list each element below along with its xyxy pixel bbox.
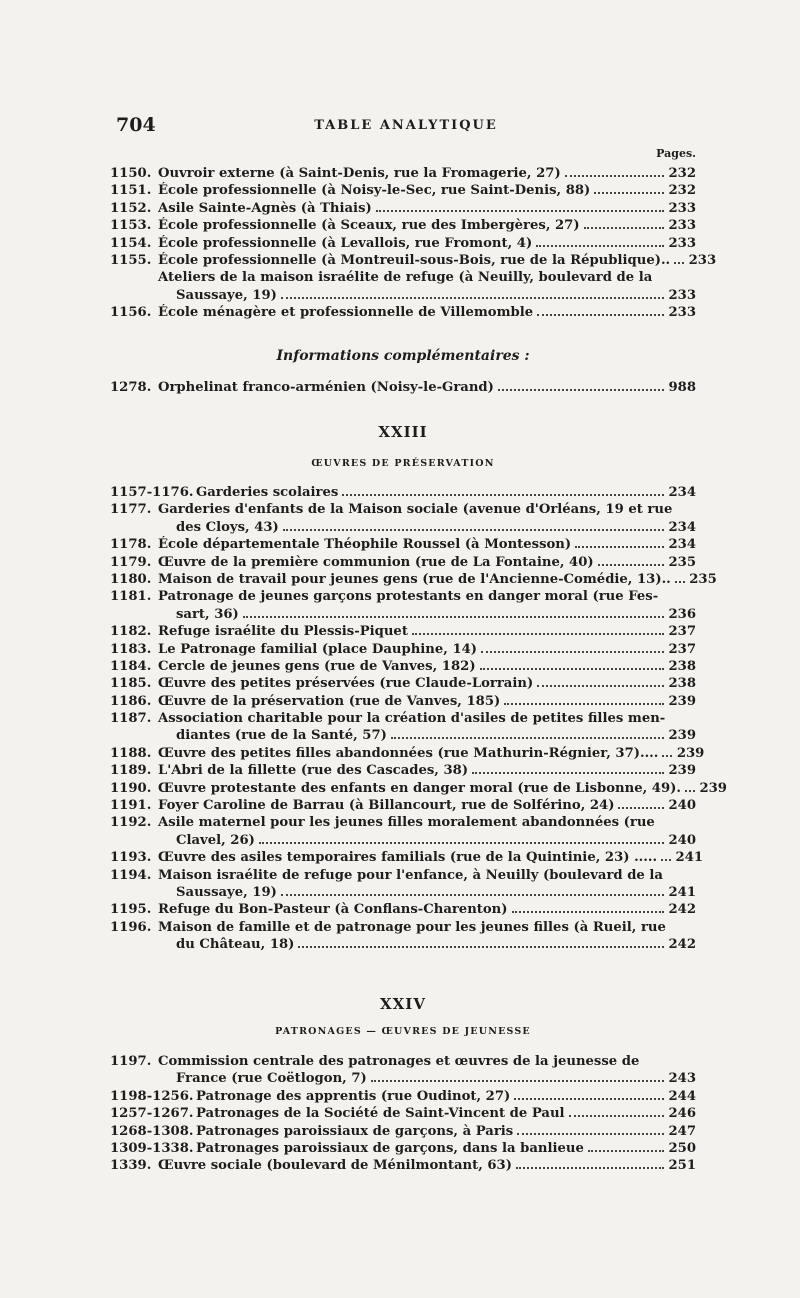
index-entry-continuation <box>110 727 696 744</box>
index-entry <box>110 1088 696 1105</box>
dot-leader <box>517 1132 664 1135</box>
dot-leader <box>584 226 664 229</box>
index-entry-continuation <box>110 936 696 953</box>
index-entry-continuation <box>110 832 696 849</box>
entry-number: 1181. <box>110 589 152 605</box>
entry-page: 232 <box>668 183 696 199</box>
dot-leader <box>594 191 664 194</box>
entry-title: Ouvroir externe (à Saint-Denis, rue la Fromagerie, 27) <box>158 166 561 181</box>
entry-number: 1179. <box>110 554 152 570</box>
entry-number: 1193. <box>110 850 152 866</box>
dot-leader <box>498 388 664 391</box>
entry-number: 1186. <box>110 693 152 709</box>
entry-number: 1153. <box>110 218 152 234</box>
entry-title: Asile Sainte-Agnès (à Thiais) <box>158 200 372 216</box>
entry-page: 239 <box>668 728 696 744</box>
dot-leader <box>283 528 664 531</box>
index-entry <box>110 1053 696 1070</box>
dot-leader <box>662 754 672 757</box>
entry-title-continuation: Saussaye, 19) <box>176 884 277 900</box>
entry-title: École départementale Théophile Roussel (à Montesson) <box>158 537 572 553</box>
entry-page: 233 <box>668 200 696 216</box>
entry-page: 241 <box>675 850 704 866</box>
entry-title: Patronages paroissiaux de garçons, à Paris <box>196 1123 514 1139</box>
index-entry <box>110 182 696 199</box>
entry-title-continuation: Saussaye, 19) <box>176 287 277 303</box>
entry-title: L'Abri de la fillette (rue des Cascades, 38) <box>158 763 469 779</box>
entry-page: 235 <box>668 554 696 570</box>
index-entry <box>110 919 696 936</box>
index-entry <box>110 269 696 286</box>
entry-page: 251 <box>668 1158 696 1174</box>
index-entry <box>110 217 696 234</box>
index-entry <box>110 745 705 762</box>
entry-title: Œuvre sociale (boulevard de Ménilmontant, 63) <box>158 1158 512 1174</box>
entry-page: 233 <box>668 235 696 251</box>
entry-title: Œuvre des asiles temporaires familials (rue de la Quintinie, 23) ..... <box>158 850 658 866</box>
entry-number: 1150. <box>110 166 152 181</box>
entry-title: Refuge du Bon-Pasteur (à Conflans-Charenton) <box>158 902 508 918</box>
dot-leader <box>588 1149 664 1152</box>
entry-number: 1154. <box>110 235 152 251</box>
dot-leader <box>298 945 664 948</box>
dot-leader <box>536 244 664 247</box>
index-entry <box>110 252 717 269</box>
entry-title: Œuvre protestante des enfants en danger moral (rue de Lisbonne, 49). <box>158 780 681 796</box>
index-entry <box>110 165 696 182</box>
index-entry <box>110 814 696 831</box>
entry-number: 1155. <box>110 252 152 268</box>
dot-leader <box>537 313 664 316</box>
entry-page: 239 <box>668 763 696 779</box>
index-entry <box>110 1105 696 1122</box>
entry-number: 1196. <box>110 919 152 935</box>
index-entry <box>110 762 696 779</box>
entry-page: 234 <box>668 537 696 553</box>
entry-title: Maison israélite de refuge pour l'enfance, à Neuilly (boulevard de la <box>158 867 663 883</box>
dot-leader <box>281 893 664 896</box>
entry-title: Patronages paroissiaux de garçons, dans la banlieue <box>196 1140 584 1156</box>
index-entry <box>110 1140 696 1157</box>
running-head: TABLE ANALYTIQUE <box>314 118 498 133</box>
dot-leader <box>618 806 664 809</box>
entry-number: 1187. <box>110 711 152 727</box>
entry-number: 1184. <box>110 658 152 674</box>
index-entry <box>110 379 696 396</box>
entry-number: 1190. <box>110 780 152 796</box>
entry-number: 1197. <box>110 1054 152 1069</box>
dot-leader <box>675 580 685 583</box>
dot-leader <box>243 615 664 618</box>
entry-title: Foyer Caroline de Barrau (à Billancourt, rue de Solférino, 24) <box>158 798 615 814</box>
dot-leader <box>565 174 664 177</box>
entry-title-continuation: sart, 36) <box>176 606 239 622</box>
entry-number: 1257-1267. <box>110 1106 194 1122</box>
entry-number: 1195. <box>110 902 152 918</box>
entry-page: 233 <box>668 287 696 303</box>
informations-entries <box>110 379 696 396</box>
index-entry <box>110 1123 696 1140</box>
index-entry-continuation <box>110 1070 696 1087</box>
section-23-entries <box>110 484 727 954</box>
entry-page: 233 <box>688 252 717 268</box>
entry-page: 243 <box>668 1071 696 1087</box>
index-entry-continuation <box>110 884 696 901</box>
section-23-title: ŒUVRES DE PRÉSERVATION <box>311 458 495 469</box>
entry-page: 235 <box>689 571 717 587</box>
entry-page: 234 <box>668 519 696 535</box>
entry-title: Œuvre de la première communion (rue de La Fontaine, 40) <box>158 554 594 570</box>
entry-page: 236 <box>668 606 696 622</box>
index-entry <box>110 797 696 814</box>
entry-page: 242 <box>668 937 696 953</box>
entry-title: Patronage de jeunes garçons protestants en danger moral (rue Fes- <box>158 589 659 605</box>
entry-number: 1177. <box>110 502 152 518</box>
entry-title: Association charitable pour la création d'asiles de petites filles men- <box>158 711 666 727</box>
index-entry <box>110 304 696 321</box>
index-entry <box>110 588 696 605</box>
dot-leader <box>512 910 664 913</box>
entry-title: Commission centrale des patronages et œuvres de la jeunesse de <box>158 1054 640 1069</box>
dot-leader <box>516 1166 664 1169</box>
entry-number: 1183. <box>110 641 152 657</box>
index-entry <box>110 235 696 252</box>
dot-leader <box>281 296 664 299</box>
entry-title-continuation: des Cloys, 43) <box>176 519 279 535</box>
dot-leader <box>661 858 671 861</box>
entry-title: Ateliers de la maison israélite de refuge (à Neuilly, boulevard de la <box>158 270 653 286</box>
entry-number: 1151. <box>110 183 152 199</box>
dot-leader <box>569 1114 664 1117</box>
entry-number: 1191. <box>110 798 152 814</box>
dot-leader <box>575 545 664 548</box>
entry-title: École professionnelle (à Montreuil-sous-Bois, rue de la République).. <box>158 252 671 268</box>
index-entry <box>110 1157 696 1174</box>
entry-page: 988 <box>668 380 696 395</box>
entry-number: 1278. <box>110 380 152 395</box>
entry-page: 232 <box>668 166 696 181</box>
entry-title: École professionnelle (à Levallois, rue Fromont, 4) <box>158 235 533 251</box>
index-entry <box>110 501 696 518</box>
entry-number: 1157-1176. <box>110 485 194 500</box>
entry-title-continuation: du Château, 18) <box>176 937 295 953</box>
entry-number: 1185. <box>110 676 152 692</box>
dot-leader <box>481 650 664 653</box>
entry-title: Le Patronage familial (place Dauphine, 14) <box>158 641 478 657</box>
entry-title: Œuvre des petites filles abandonnées (rue Mathurin-Régnier, 37).... <box>158 745 659 761</box>
entry-title: Maison de travail pour jeunes gens (rue de l'Ancienne-Comédie, 13).. <box>158 571 671 587</box>
entry-title: Patronages de la Société de Saint-Vincent de Paul <box>196 1106 565 1122</box>
entry-page: 234 <box>668 485 696 500</box>
dot-leader <box>391 736 664 739</box>
entry-title: École ménagère et professionnelle de Villemomble <box>158 305 534 321</box>
entry-title-continuation: Clavel, 26) <box>176 832 255 848</box>
entry-number: 1339. <box>110 1158 152 1174</box>
entry-page: 238 <box>668 658 696 674</box>
entry-number: 1268-1308. <box>110 1123 194 1139</box>
entry-title: Œuvre de la préservation (rue de Vanves, 185) <box>158 693 501 709</box>
dot-leader <box>537 684 664 687</box>
entry-page: 240 <box>668 832 696 848</box>
dot-leader <box>480 667 664 670</box>
entry-page: 240 <box>668 798 696 814</box>
dot-leader <box>376 209 664 212</box>
entry-title: École professionnelle (à Noisy-le-Sec, rue Saint-Denis, 88) <box>158 183 591 199</box>
index-entry <box>110 554 696 571</box>
entry-number: 1156. <box>110 305 152 321</box>
index-entry <box>110 658 696 675</box>
entry-title-continuation: France (rue Coëtlogon, 7) <box>176 1071 367 1087</box>
entry-page: 244 <box>668 1088 696 1104</box>
pages-column-label: Pages. <box>656 147 696 160</box>
dot-leader <box>514 1097 664 1100</box>
entry-number: 1194. <box>110 867 152 883</box>
entry-title: Maison de famille et de patronage pour les jeunes filles (à Rueil, rue <box>158 919 666 935</box>
index-entry <box>110 675 696 692</box>
entry-title: Cercle de jeunes gens (rue de Vanves, 182) <box>158 658 476 674</box>
entry-page: 233 <box>668 305 696 321</box>
entry-title: Refuge israélite du Plessis-Piquet <box>158 624 408 640</box>
dot-leader <box>504 702 664 705</box>
entry-number: 1189. <box>110 763 152 779</box>
index-entry <box>110 901 696 918</box>
entry-number: 1188. <box>110 745 152 761</box>
entry-number: 1182. <box>110 624 152 640</box>
index-entry <box>110 571 717 588</box>
entry-title: Œuvre des petites préservées (rue Claude-Lorrain) <box>158 676 534 692</box>
entry-title: Patronage des apprentis (rue Oudinot, 27) <box>196 1088 511 1104</box>
section-24-entries <box>110 1053 696 1175</box>
entry-page: 242 <box>668 902 696 918</box>
entry-page: 238 <box>668 676 696 692</box>
page-number: 704 <box>116 114 156 136</box>
entry-page: 237 <box>668 641 696 657</box>
index-entry <box>110 693 696 710</box>
dot-leader <box>685 789 695 792</box>
section-23-number: XXIII <box>378 423 428 441</box>
dot-leader <box>674 261 684 264</box>
dot-leader <box>412 632 664 635</box>
index-entry-continuation <box>110 519 696 536</box>
index-entry <box>110 641 696 658</box>
entry-number: 1180. <box>110 571 152 587</box>
index-entry <box>110 484 696 501</box>
entry-number: 1178. <box>110 537 152 553</box>
index-entry <box>110 710 696 727</box>
dot-leader <box>259 841 664 844</box>
index-entry <box>110 200 696 217</box>
index-entry <box>110 780 727 797</box>
dot-leader <box>342 493 664 496</box>
index-entry <box>110 867 696 884</box>
index-entry-continuation <box>110 287 696 304</box>
informations-heading: Informations complémentaires : <box>276 348 530 364</box>
entry-page: 250 <box>668 1140 696 1156</box>
index-entry-continuation <box>110 606 696 623</box>
entry-number: 1198-1256. <box>110 1088 194 1104</box>
entry-page: 239 <box>676 745 705 761</box>
entry-page: 239 <box>668 693 696 709</box>
index-entry <box>110 536 696 553</box>
entry-title: Orphelinat franco-arménien (Noisy-le-Grand) <box>158 380 494 395</box>
entry-page: 246 <box>668 1106 696 1122</box>
entry-title: Garderies d'enfants de la Maison sociale (avenue d'Orléans, 19 et rue <box>158 502 673 518</box>
section-24-title: PATRONAGES — ŒUVRES DE JEUNESSE <box>275 1026 531 1037</box>
entry-page: 233 <box>668 218 696 234</box>
entry-page: 239 <box>699 780 727 796</box>
dot-leader <box>598 563 664 566</box>
entry-title-continuation: diantes (rue de la Santé, 57) <box>176 728 387 744</box>
index-entry <box>110 623 696 640</box>
entry-page: 241 <box>668 884 696 900</box>
entry-page: 237 <box>668 624 696 640</box>
entry-title: Asile maternel pour les jeunes filles moralement abandonnées (rue <box>158 815 655 831</box>
dot-leader <box>371 1079 664 1082</box>
entry-number: 1192. <box>110 815 152 831</box>
page-header <box>116 114 696 140</box>
entries-block-1 <box>110 165 717 322</box>
dot-leader <box>472 771 664 774</box>
entry-number: 1309-1338. <box>110 1140 194 1156</box>
entry-title: École professionnelle (à Sceaux, rue des Imbergères, 27) <box>158 218 580 234</box>
entry-page: 247 <box>668 1123 696 1139</box>
entry-title: Garderies scolaires <box>196 485 339 500</box>
index-entry <box>110 849 704 866</box>
section-24-number: XXIV <box>380 995 426 1013</box>
entry-number: 1152. <box>110 200 152 216</box>
